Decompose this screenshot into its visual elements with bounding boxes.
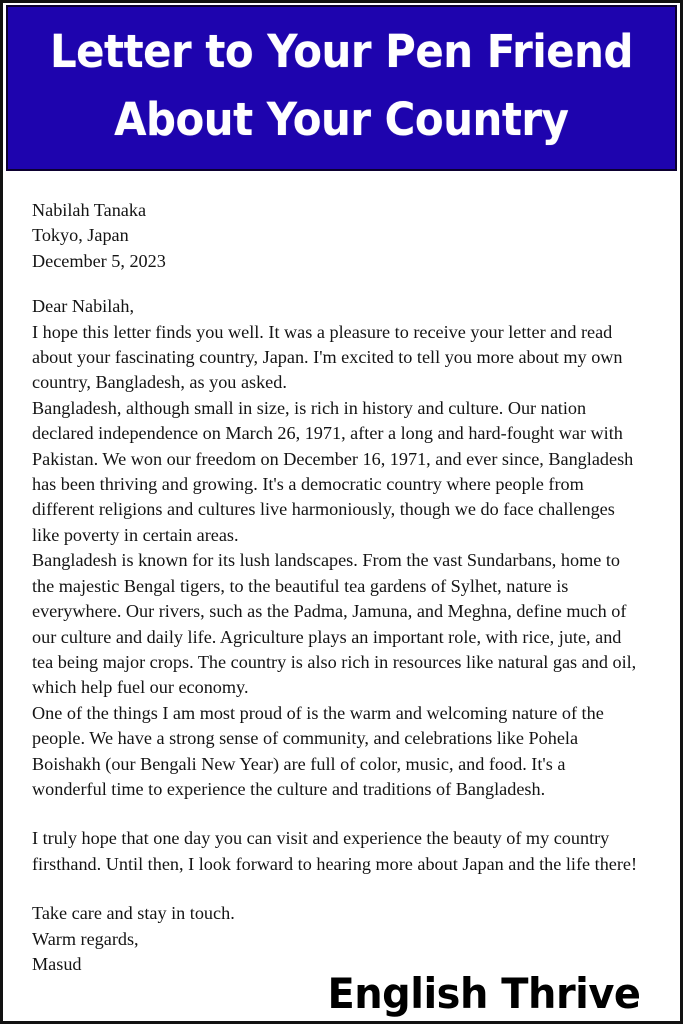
address-line-city: Tokyo, Japan	[32, 225, 129, 246]
closing-line-regards: Warm regards,	[32, 928, 139, 949]
paragraph-5: I truly hope that one day you can visit and experience the beauty of my country firsthand. Until then, I look forward to hearing more about Japan and the life there!	[32, 828, 638, 874]
closing-line-take-care: Take care and stay in touch.	[32, 903, 235, 924]
paragraph-3: Bangladesh is known for its lush landscapes. From the vast Sundarbans, home to the majestic Bengal tigers, to the beautiful tea gardens of Sylhet, nature is everywhere. Our rivers, such as the Padma, Jamuna, and Meghna, define much of our culture and daily life. Agriculture plays an important role, with rice, jute, and tea being major crops. The country is also rich in resources like natural gas and oil, which help fuel our economy.	[32, 550, 637, 698]
signature-name: Masud	[32, 953, 82, 974]
closing-block	[32, 901, 638, 977]
address-line-date: December 5, 2023	[32, 250, 166, 271]
salutation: Dear Nabilah,	[32, 296, 135, 317]
paragraph-2: Bangladesh, although small in size, is rich in history and culture. Our nation declared independence on March 26, 1971, after a long and hard-fought war with Pakistan. We won our freedom on December 16, 1971, and ever since, Bangladesh has been thriving and growing. It's a democratic country where people from different religions and cultures live harmoniously, though we do face challenges like poverty in certain areas.	[32, 397, 634, 545]
brand-wordmark: English Thrive	[326, 969, 640, 1018]
letter-body	[3, 176, 680, 1021]
title-line-1: Letter to Your Pen Friend	[49, 24, 634, 78]
address-line-name: Nabilah Tanaka	[32, 200, 147, 220]
paragraph-4: One of the things I am most proud of is the warm and welcoming nature of the people. We have a strong sense of community, and celebrations like Pohela Boishakh (our Bengali New Year) are full of color, music, and food. It's a wonderful time to experience the culture and traditions of Bangladesh.	[32, 702, 604, 799]
paragraph-1: I hope this letter finds you well. It was a pleasure to receive your letter and read about your fascinating country, Japan. I'm excited to tell you more about my own country, Bangladesh, as you asked.	[32, 321, 623, 393]
address-block	[32, 198, 638, 274]
title-line-2: About Your Country	[114, 93, 569, 146]
title-banner	[6, 5, 677, 171]
